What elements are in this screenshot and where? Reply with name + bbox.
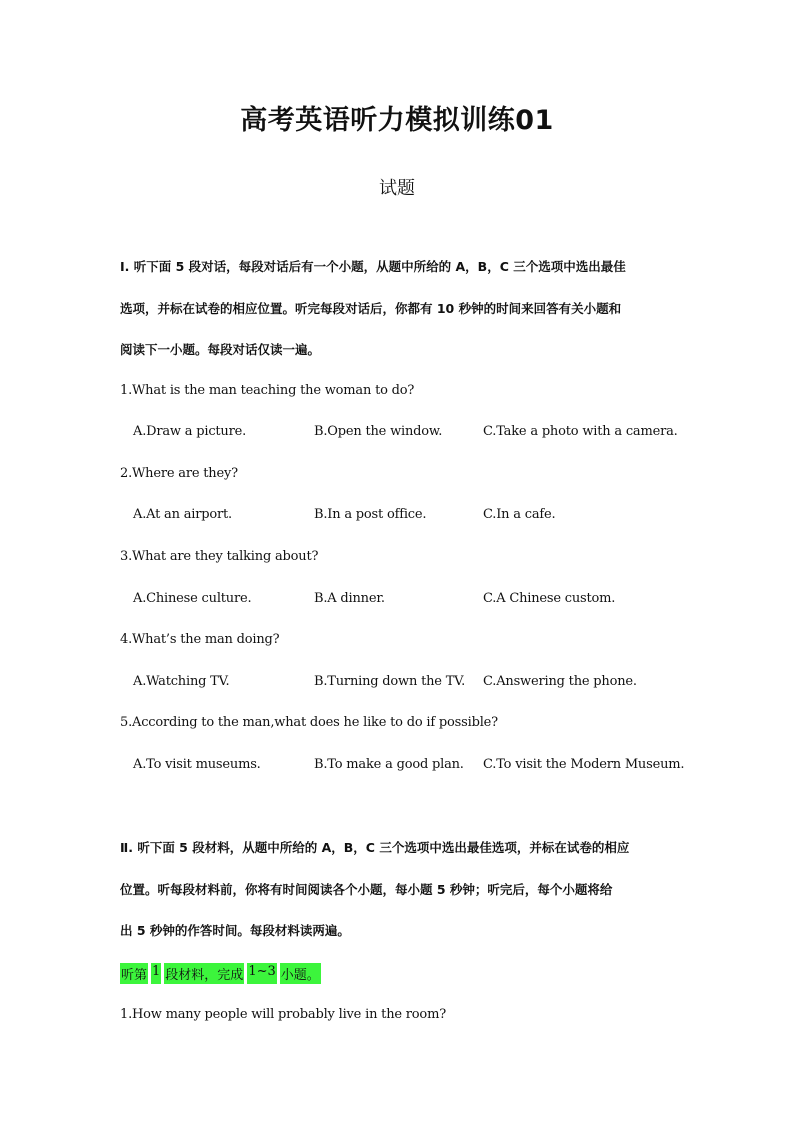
option-a: A.At an airport. [133, 507, 232, 522]
question-3: 3.What are they talking about? [120, 549, 319, 564]
question-1-options [133, 424, 693, 442]
instruction-line: 出 5 秒钟的作答时间。每段材料读两遍。 [120, 923, 350, 938]
option-c: C.Answering the phone. [483, 674, 637, 689]
question-3-options [133, 591, 693, 609]
option-a: A.Draw a picture. [133, 424, 247, 439]
option-a: A.To visit museums. [133, 757, 261, 772]
option-c: C.Take a photo with a camera. [483, 424, 678, 439]
question-2-options [133, 507, 693, 525]
section-label-part: 小题。 [280, 963, 321, 984]
instruction-line: Ⅰ. 听下面 5 段对话，每段对话后有一个小题，从题中所给的 A，B，C 三个选项中选出最佳 [120, 259, 626, 274]
option-b: B.Open the window. [314, 424, 443, 439]
question-4-options [133, 674, 693, 692]
option-a: A.Chinese culture. [133, 591, 252, 606]
section-label-part: 听第 [120, 963, 148, 984]
option-c: C.A Chinese custom. [483, 591, 616, 606]
instruction-line: Ⅱ. 听下面 5 段材料，从题中所给的 A，B，C 三个选项中选出最佳选项，并标在试卷的相应 [120, 840, 630, 855]
option-c: C.To visit the Modern Museum. [483, 757, 685, 772]
section-label-part: 段材料，完成 [164, 963, 244, 984]
section-label [120, 963, 321, 984]
question-5-options [133, 757, 693, 775]
part2-question-1: 1.How many people will probably live in the room? [120, 1007, 446, 1022]
instruction-line: 位置。听每段材料前，你将有时间阅读各个小题，每小题 5 秒钟；听完后，每个小题将给 [120, 881, 613, 897]
section-label-part: 1 [151, 963, 161, 984]
option-b: B.To make a good plan. [314, 757, 464, 772]
part1-instructions [120, 246, 680, 371]
document-title: 高考英语听力模拟训练01 [240, 105, 554, 136]
option-b: B.In a post office. [314, 507, 427, 522]
section-label-part: 1~3 [247, 963, 276, 984]
part2-instructions [120, 827, 680, 952]
question-4: 4.What’s the man doing? [120, 632, 280, 647]
question-2: 2.Where are they? [120, 466, 238, 481]
question-5: 5.According to the man,what does he like to do if possible? [120, 715, 498, 730]
document-subtitle: 试题 [379, 178, 415, 199]
option-c: C.In a cafe. [483, 507, 556, 522]
instruction-line: 选项，并标在试卷的相应位置。听完每段对话后，你都有 10 秒钟的时间来回答有关小题和 [120, 300, 622, 316]
option-b: B.A dinner. [314, 591, 385, 606]
instruction-line: 阅读下一小题。每段对话仅读一遍。 [120, 342, 321, 357]
option-b: B.Turning down the TV. [314, 674, 466, 689]
option-a: A.Watching TV. [133, 674, 230, 689]
question-1: 1.What is the man teaching the woman to do? [120, 383, 415, 398]
